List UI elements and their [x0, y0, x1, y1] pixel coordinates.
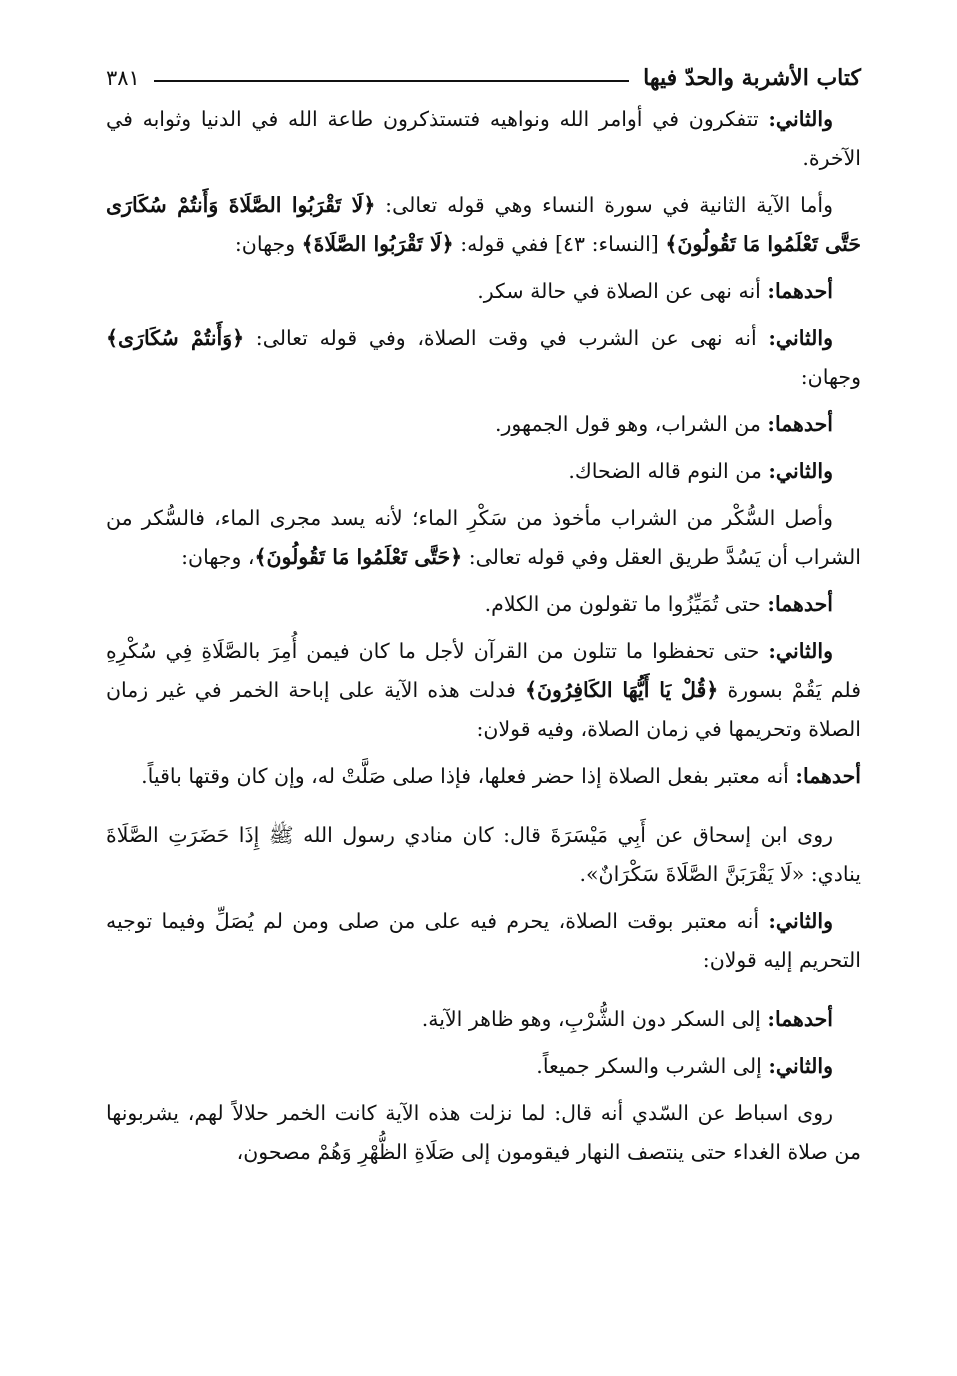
paragraph-text: حتى تحفظوا ما تتلون من القرآن لأجل ما كان فيمن أُمِرَ بالصَّلَاةِ فِي سُكْرِهِ فلم يَقُمْ بسورة — [106, 639, 861, 702]
quran-quote: ﴿قُلْ يَا أَيُّهَا الكَافِرُونَ﴾ — [524, 678, 719, 702]
paragraph-text: وأصل السُّكْر من الشراب مأخوذ من سَكْرِ الماء؛ لأنه يسد مجرى الماء، فالسُّكر من الشراب أن يَسُدَّ طريق العقل وفي قوله تعالى: — [106, 506, 861, 569]
quran-quote: ﴿لَا تَقْرَبُوا الصَّلَاةَ وَأَنتُمْ سُكَارَى حَتَّى تَعْلَمُوا مَا تَقُولُونَ﴾ — [106, 193, 861, 256]
paragraph-text: وأما الآية الثانية في سورة النساء وهي قوله تعالى: — [375, 193, 833, 217]
paragraph-text: وجهان: — [800, 365, 861, 389]
chapter-title: كتاب الأشربة والحدّ فيها — [643, 65, 861, 91]
paragraph-text: أنه نهى عن الصلاة في حالة سكر. — [477, 279, 768, 303]
paragraph — [106, 1047, 861, 1086]
quran-quote: ﴿وَأَنتُمْ سُكَارَى﴾ — [106, 326, 245, 350]
paragraph-label: أحدهما: — [767, 592, 833, 616]
paragraph — [106, 186, 861, 264]
paragraph-label: والثاني: — [768, 107, 833, 131]
paragraph-text: أنه معتبر بوقت الصلاة، يحرم فيه على من صلى ومن لم يُصَلِّ وفيما توجيه التحريم إليه قولان: — [106, 909, 861, 972]
paragraph-text: أنه نهى عن الشرب في وقت الصلاة، وفي قوله تعالى: — [244, 326, 769, 350]
paragraph-text: روى ابن إسحاق عن أَبِي مَيْسَرَةَ قال: كان منادي رسول الله ﷺ إِذَا حَضَرَتِ الصَّلَاةَ ينادي: «لَا يَقْرَبَنَّ الصَّلَاةَ سَكْرَانٌ». — [106, 823, 861, 886]
paragraph-text: إلى السكر دون الشُّرْبِ، وهو ظاهر الآية. — [421, 1007, 768, 1031]
paragraph — [106, 632, 861, 749]
paragraph — [106, 319, 861, 397]
paragraph-text: تتفكرون في أوامر الله ونواهيه فتستذكرون طاعة الله في الدنيا وثوابه في الآخرة. — [106, 107, 861, 170]
paragraph-label: والثاني: — [768, 326, 833, 350]
quran-quote: ﴿حَتَّى تَعْلَمُوا مَا تَقُولُونَ﴾ — [254, 545, 463, 569]
paragraph-label: والثاني: — [768, 1054, 833, 1078]
paragraph — [106, 757, 861, 796]
paragraph-text: إلى الشرب والسكر جميعاً. — [536, 1054, 769, 1078]
header-rule — [154, 80, 629, 82]
running-header — [106, 60, 861, 96]
paragraph — [106, 499, 861, 577]
paragraph-text: أنه معتبر بفعل الصلاة إذا حضر فعلها، فإذا صلى صَلَّتْ له، وإن كان وقتها باقياً. — [141, 764, 796, 788]
page-body — [106, 100, 861, 1172]
paragraph-label: أحدهما: — [767, 279, 833, 303]
paragraph — [106, 816, 861, 894]
paragraph-text: وجهان: — [234, 232, 302, 256]
paragraph-text: من النوم قاله الضحاك. — [568, 459, 769, 483]
paragraph-label: والثاني: — [768, 459, 833, 483]
paragraph-label: أحدهما: — [767, 412, 833, 436]
paragraph-label: والثاني: — [768, 909, 833, 933]
paragraph-text: [النساء: ٤٣] ففي قوله: — [453, 232, 666, 256]
paragraph — [106, 452, 861, 491]
paragraph — [106, 272, 861, 311]
paragraph-text: حتى تُمَيِّزُوا ما تقولون من الكلام. — [484, 592, 768, 616]
paragraph-label: أحدهما: — [795, 764, 861, 788]
paragraph — [106, 902, 861, 980]
paragraph-text: ، وجهان: — [181, 545, 255, 569]
paragraph — [106, 100, 861, 178]
paragraph — [106, 1000, 861, 1039]
paragraph — [106, 585, 861, 624]
quran-quote: ﴿لَا تَقْرَبُوا الصَّلَاةَ﴾ — [301, 232, 454, 256]
paragraph-text: من الشراب، وهو قول الجمهور. — [495, 412, 768, 436]
paragraph — [106, 1094, 861, 1172]
paragraph-text: فدلت هذه الآية على إباحة الخمر في غير زمان الصلاة وتحريمها في زمان الصلاة، وفيه قولان: — [106, 678, 861, 741]
paragraph-text: روى اسباط عن السّدي أنه قال: لما نزلت هذه الآية كانت الخمر حلالاً لهم، يشربونها من صلاة الغداء حتى ينتصف النهار فيقومون إلى صَلَاةِ الظُّهْرِ وَهُمْ مصحون، — [106, 1101, 861, 1164]
paragraph-label: والثاني: — [768, 639, 833, 663]
paragraph — [106, 405, 861, 444]
paragraph-label: أحدهما: — [767, 1007, 833, 1031]
page-number: ٣٨١ — [106, 66, 140, 90]
